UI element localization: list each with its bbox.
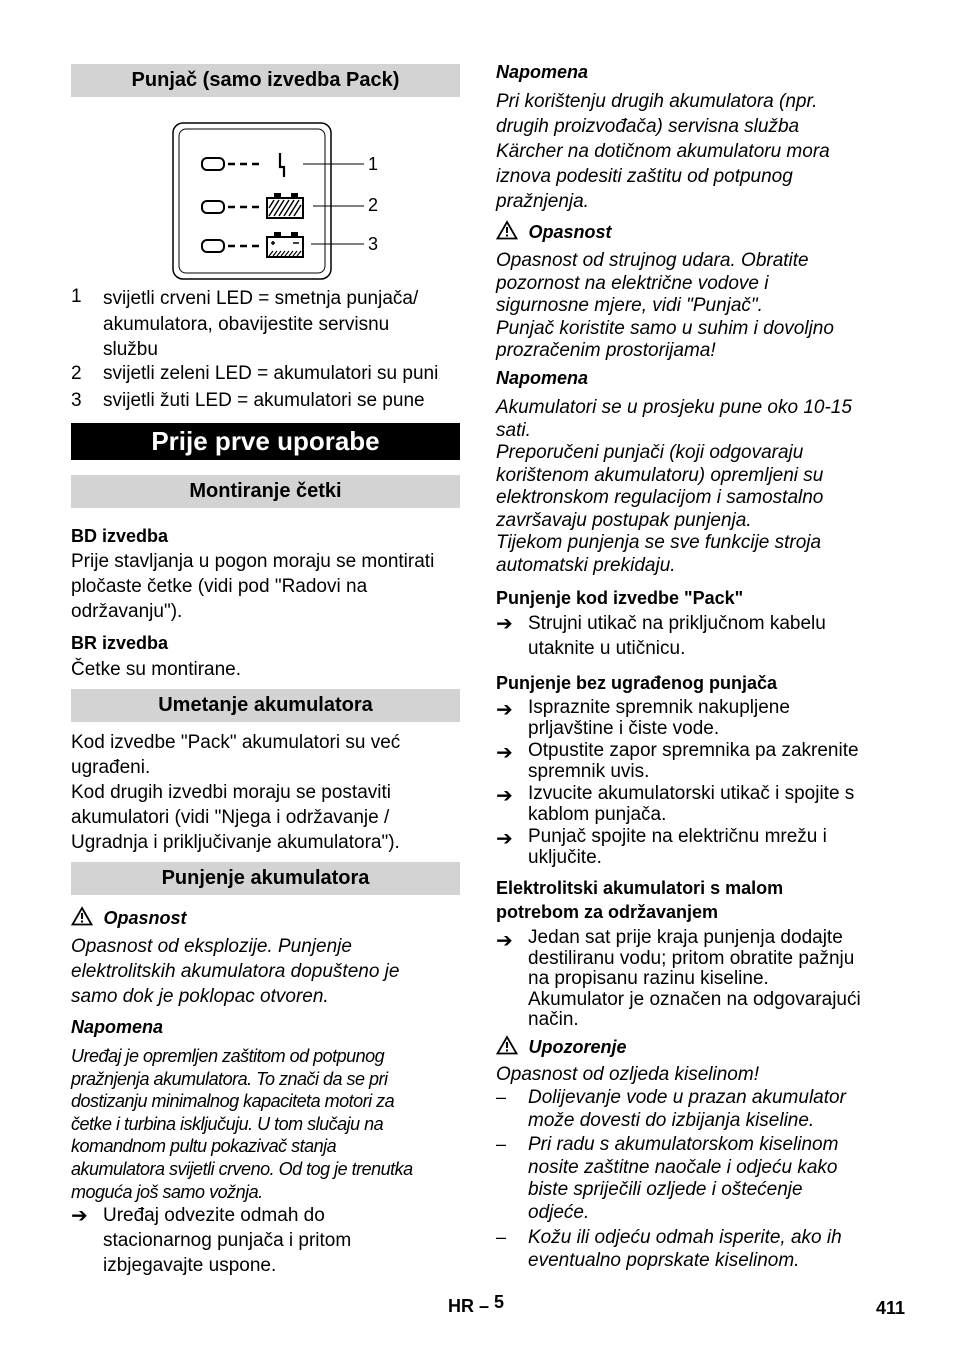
charger-led-diagram: [170, 120, 390, 282]
note-label-left: Napomena: [71, 1017, 164, 1037]
note1-text: Pri korištenju drugih akumulatora (npr. drugih proizvođača) servisna služba Kärcher na dotičnom akumulatoru mora iznova podesiti zaštitu od potpunog pražnjenja.: [496, 91, 830, 212]
insert-batteries-text: Kod izvedbe "Pack" akumulatori su već ugrađeni. Kod drugih izvedbi moraju se postaviti akumulatori (vidi "Njega i održavanje / Ugradnja i priključivanje akumulatora").: [71, 732, 401, 853]
insert-batteries-heading: Umetanje akumulatora: [71, 689, 460, 722]
footer-page-local: HR – 5: [448, 1292, 505, 1316]
note1-label: Napomena: [496, 62, 589, 82]
charging-heading: Punjenje akumulatora: [71, 862, 460, 895]
danger-text-right: Opasnost od strujnog udara. Obratite pozornost na električne vodove i sigurnosne mjere, vidi "Punjač". Punjač koristite samo u suhim i dovoljno prozračenim prostorijama!: [496, 250, 834, 361]
note2-label: Napomena: [496, 368, 589, 388]
warning-triangle-icon: [496, 220, 518, 240]
callout-1: 1: [368, 154, 379, 174]
danger-label-left: Opasnost: [71, 906, 186, 929]
warning-label: Upozorenje: [496, 1035, 626, 1058]
danger-label-right: Opasnost: [496, 220, 611, 243]
electrolyte-title: Elektrolitski akumulatori s malom potrebom za održavanjem: [496, 878, 784, 922]
pack-charging-title: Punjenje kod izvedbe "Pack": [496, 588, 744, 608]
footer-page-number: 411: [876, 1298, 906, 1318]
note-text-left: Uređaj je opremljen zaštitom od potpunog pražnjenja akumulatora. To znači da se pri dostizanju minimalnog kapaciteta motori za četke i turbina isključuju. U tom slučaju na komandnom pultu pokazivač stanja akumulatora svijetli crveno. Od tog je trenutka moguća još samo vožnja.: [71, 1046, 413, 1202]
no-integrated-charger-title: Punjenje bez ugrađenog punjača: [496, 673, 778, 693]
arrow-icon: ➔: [496, 785, 513, 807]
br-title: BR izvedba: [71, 633, 169, 653]
note2-text: Akumulatori se u prosjeku pune oko 10-15 sati. Preporučeni punjači (koji odgovaraju korištenom akumulatoru) opremljeni su elektronskom regulacijom i samostalno završavaju postupak punjenja. Tijekom punjenja se sve funkcije stroja automatski prekidaju.: [496, 397, 852, 576]
warning-text: Opasnost od ozljeda kiselinom!: [496, 1064, 759, 1085]
arrow-icon: ➔: [496, 613, 513, 635]
bd-text: Prije stavljanja u pogon moraju se montirati pločaste četke (vidi pod "Radovi na održavanju").: [71, 551, 435, 622]
bd-title: BD izvedba: [71, 526, 169, 546]
callout-3: 3: [368, 234, 379, 254]
arrow-icon: ➔: [496, 828, 513, 850]
led-red: [202, 158, 224, 170]
br-text: Četke su montirane.: [71, 659, 242, 680]
danger-text-left: Opasnost od eksplozije. Punjenje elektrolitskih akumulatora dopušteno je samo dok je poklopac otvoren.: [71, 936, 400, 1007]
brushes-heading: Montiranje četki: [71, 475, 460, 508]
section-heading-first-use: Prije prve uporabe: [71, 423, 460, 460]
battery-full-icon: [267, 193, 303, 218]
callout-2: 2: [368, 195, 379, 215]
arrow-icon: ➔: [71, 1205, 88, 1227]
battery-charging-icon: [267, 232, 303, 257]
charger-heading: Punjač (samo izvedba Pack): [71, 64, 460, 97]
fault-icon: [280, 153, 284, 177]
led-yellow: [202, 240, 224, 252]
arrow-icon: ➔: [496, 699, 513, 721]
arrow-icon: ➔: [496, 742, 513, 764]
warning-triangle-icon: [496, 1035, 518, 1055]
led-green: [202, 201, 224, 213]
arrow-icon: ➔: [496, 930, 513, 952]
warning-triangle-icon: [71, 906, 93, 926]
